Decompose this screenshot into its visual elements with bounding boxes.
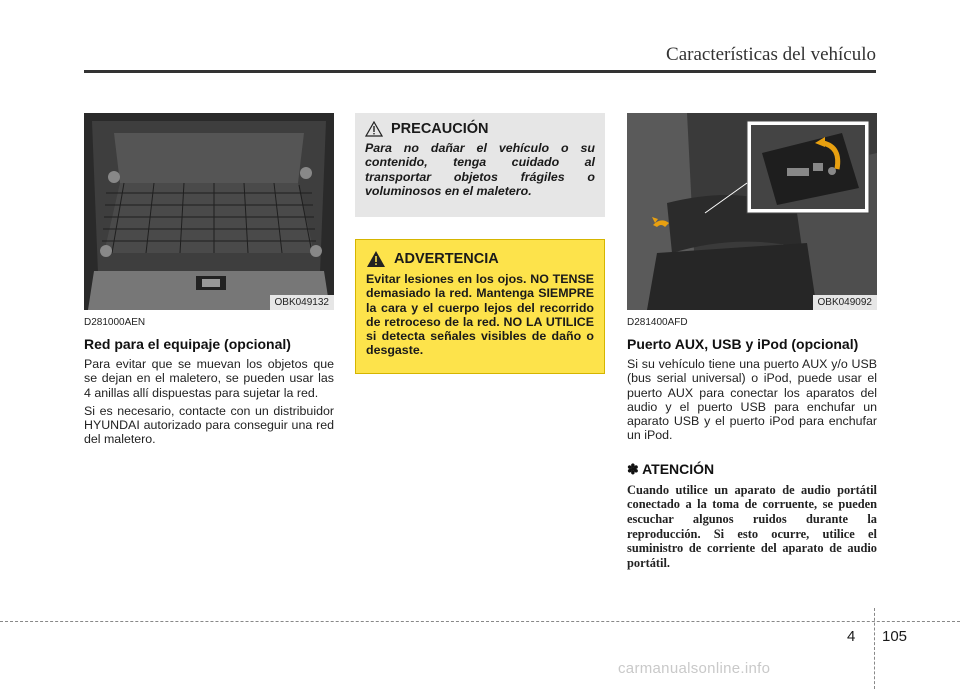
caution-triangle-icon [365,121,383,137]
right-column [627,113,877,570]
precaucion-box [355,113,605,217]
advertencia-text: Evitar lesiones en los ojos. NO TENSE demasiado la red. Mantenga SIEMPRE la cara y el cuerpo lejos del recorrido de retroceso de la red. NO LA UTILICE si detecta señales visibles de daño o desgaste. [366,272,594,358]
body-paragraph: Si su vehículo tiene una puerto AUX y/o USB (bus serial universal) o iPod, puede usar el puerto AUX para conectar los aparatos del audio y el puerto USB para enchufar un aparato USB y el puerto iPod para enchufar un iPod. [627,357,877,443]
trunk-net-photo [84,113,334,310]
atencion-text: Cuando utilice un aparato de audio portátil conectado a la toma de corruente, se pueden escuchar algunos ruidos durante la reproducción. Si esto ocurre, utilice el suministro de corriente del aparato de audio portátil. [627,482,877,570]
body-paragraph: Para evitar que se muevan los objetos que se dejan en el maletero, se pueden usar las 4 anillas allí dispuestas para sujetar la red. [84,357,334,400]
page-number: 105 [882,628,908,645]
chapter-number: 4 [847,628,856,645]
warning-triangle-icon [366,250,386,268]
section-title: Puerto AUX, USB y iPod (opcional) [627,336,859,352]
trunk-net-illustration [84,113,334,310]
photo-code: OBK049092 [813,295,878,310]
section-ref-code: D281000AEN [84,317,146,328]
aux-usb-photo [627,113,877,310]
precaucion-text: Para no dañar el vehículo o su contenido, tenga cuidado al transportar objetos frágiles o voluminosos en el maletero. [365,141,595,198]
aux-usb-illustration [627,113,877,310]
photo-code: OBK049132 [270,295,335,310]
middle-column [355,113,605,374]
watermark: carmanualsonline.info [618,660,771,677]
page-header-title: Características del vehículo [666,44,876,65]
footer-rule [0,621,960,622]
atencion-title: ✽ ATENCIÓN [627,460,715,477]
left-column [84,113,334,451]
precaucion-title: PRECAUCIÓN [391,121,489,137]
section-ref-code: D281400AFD [627,317,688,328]
header-rule [84,70,876,73]
body-paragraph: Si es necesario, contacte con un distribuidor HYUNDAI autorizado para conseguir una red del maletero. [84,403,334,447]
page-number-separator [874,608,876,689]
advertencia-box [355,239,605,374]
section-title: Red para el equipaje (opcional) [84,336,291,352]
advertencia-title: ADVERTENCIA [394,251,499,267]
